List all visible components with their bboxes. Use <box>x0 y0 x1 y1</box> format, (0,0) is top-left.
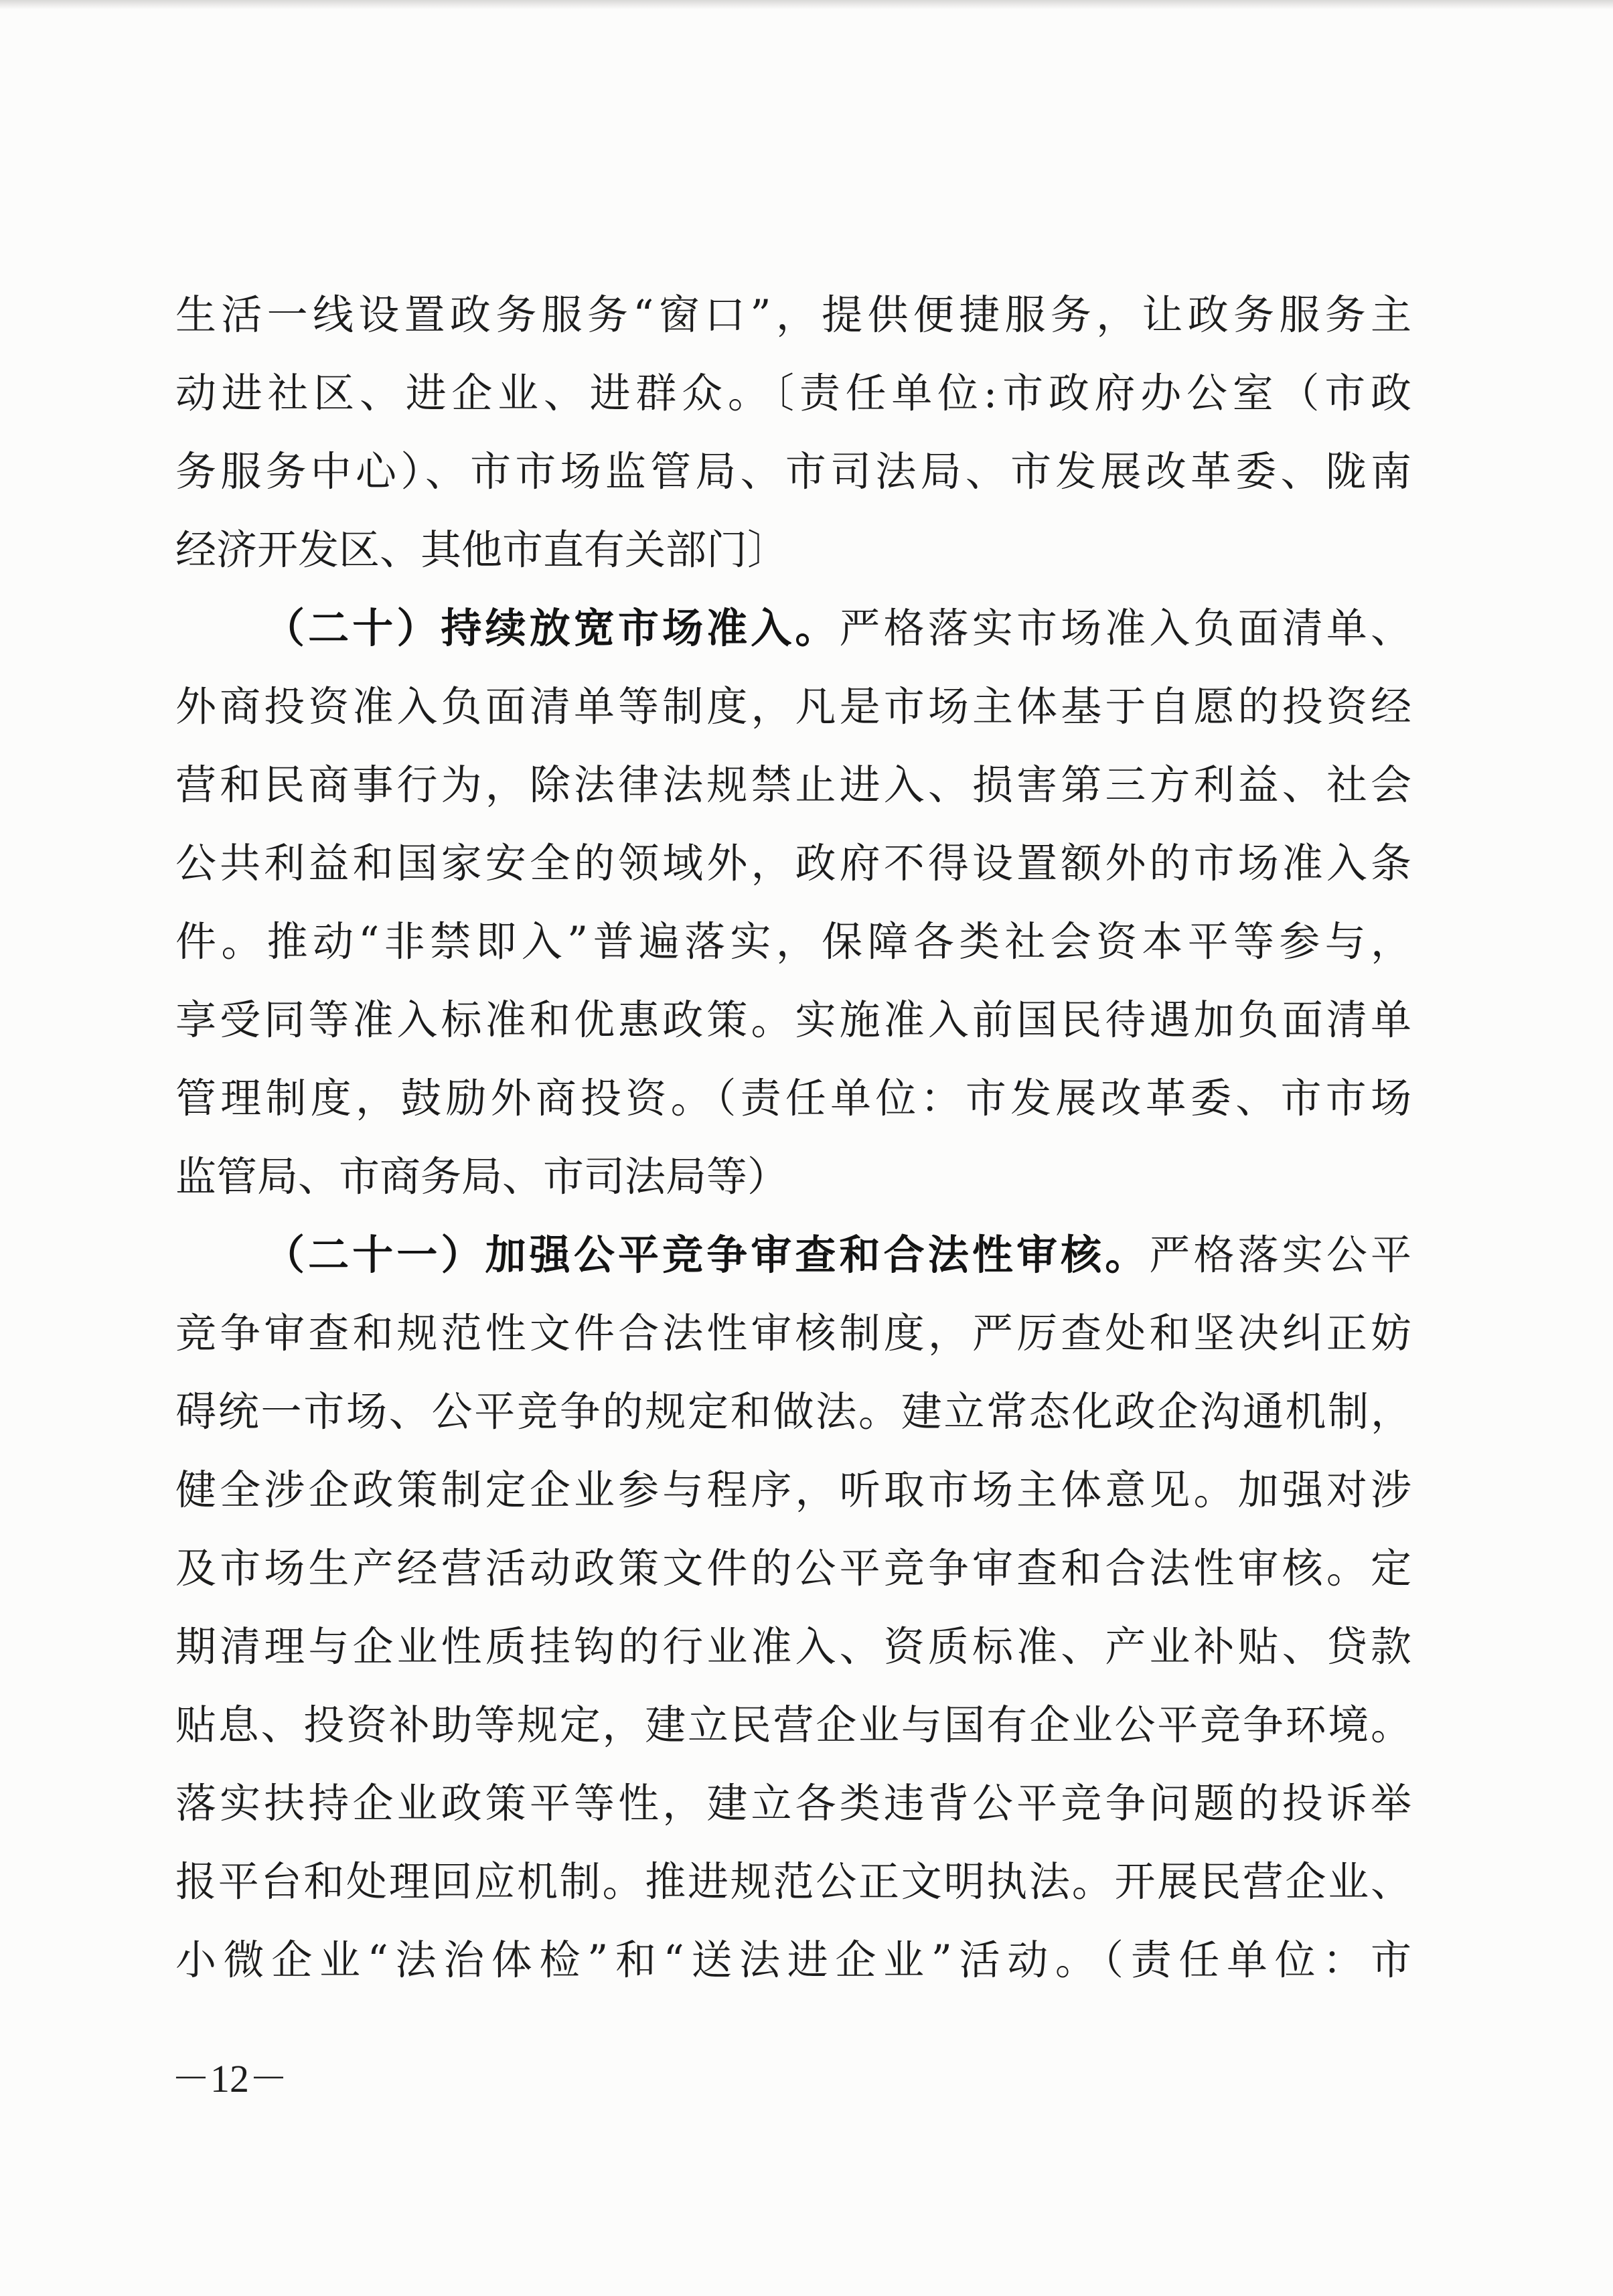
section-heading-20: （二十）持续放宽市场准入。 <box>264 605 840 652</box>
body-line: 享受同等准入标准和优惠政策。实施准入前国民待遇加负面清单 <box>175 996 1411 1044</box>
section-heading-21: （二十一）加强公平竞争审查和合法性审核。 <box>264 1231 1150 1279</box>
body-text: 严格落实市场准入负面清单、 <box>839 605 1411 652</box>
body-line: 营和民商事行为，除法律法规禁止进入、损害第三方利益、社会 <box>175 761 1411 809</box>
body-text: 严格落实公平 <box>1149 1231 1411 1279</box>
body-line: 件。推动“非禁即入”普遍落实，保障各类社会资本平等参与， <box>175 918 1411 966</box>
body-line: 经济开发区、其他市直有关部门〕 <box>175 526 789 574</box>
body-line: 碍统一市场、公平竞争的规定和做法。建立常态化政企沟通机制， <box>175 1388 1411 1436</box>
body-line: 公共利益和国家安全的领域外，政府不得设置额外的市场准入条 <box>175 840 1411 887</box>
page-number: －12－ <box>171 2057 289 2100</box>
body-line: 管理制度，鼓励外商投资。（责任单位：市发展改革委、市市场 <box>175 1075 1411 1122</box>
body-line: 竞争审查和规范性文件合法性审核制度，严厉查处和坚决纠正妨 <box>175 1310 1411 1357</box>
document-body <box>175 276 1411 1999</box>
body-line: 落实扶持企业政策平等性，建立各类违背公平竞争问题的投诉举 <box>175 1780 1411 1827</box>
body-line: 生活一线设置政务服务“窗口”，提供便捷服务，让政务服务主 <box>175 291 1411 339</box>
body-line: 监管局、市商务局、市司法局等） <box>175 1153 789 1201</box>
body-line: 期清理与企业性质挂钩的行业准入、资质标准、产业补贴、贷款 <box>175 1623 1411 1671</box>
body-line: 外商投资准入负面清单等制度，凡是市场主体基于自愿的投资经 <box>175 683 1411 731</box>
body-line: 务服务中心）、市市场监管局、市司法局、市发展改革委、陇南 <box>175 448 1411 495</box>
body-line: 报平台和处理回应机制。推进规范公正文明执法。开展民营企业、 <box>175 1858 1411 1906</box>
body-line: 小微企业“法治体检”和“送法进企业”活动。（责任单位：市 <box>175 1936 1411 1984</box>
body-line: 动进社区、进企业、进群众。〔责任单位:市政府办公室（市政 <box>175 370 1411 417</box>
section-21-first-line <box>175 1216 1411 1294</box>
body-line: 及市场生产经营活动政策文件的公平竞争审查和合法性审核。定 <box>175 1545 1411 1592</box>
scan-top-edge <box>0 0 1613 9</box>
section-20-first-line <box>175 589 1411 668</box>
body-line: 贴息、投资补助等规定，建立民营企业与国有企业公平竞争环境。 <box>175 1701 1411 1749</box>
body-line: 健全涉企政策制定企业参与程序，听取市场主体意见。加强对涉 <box>175 1466 1411 1514</box>
